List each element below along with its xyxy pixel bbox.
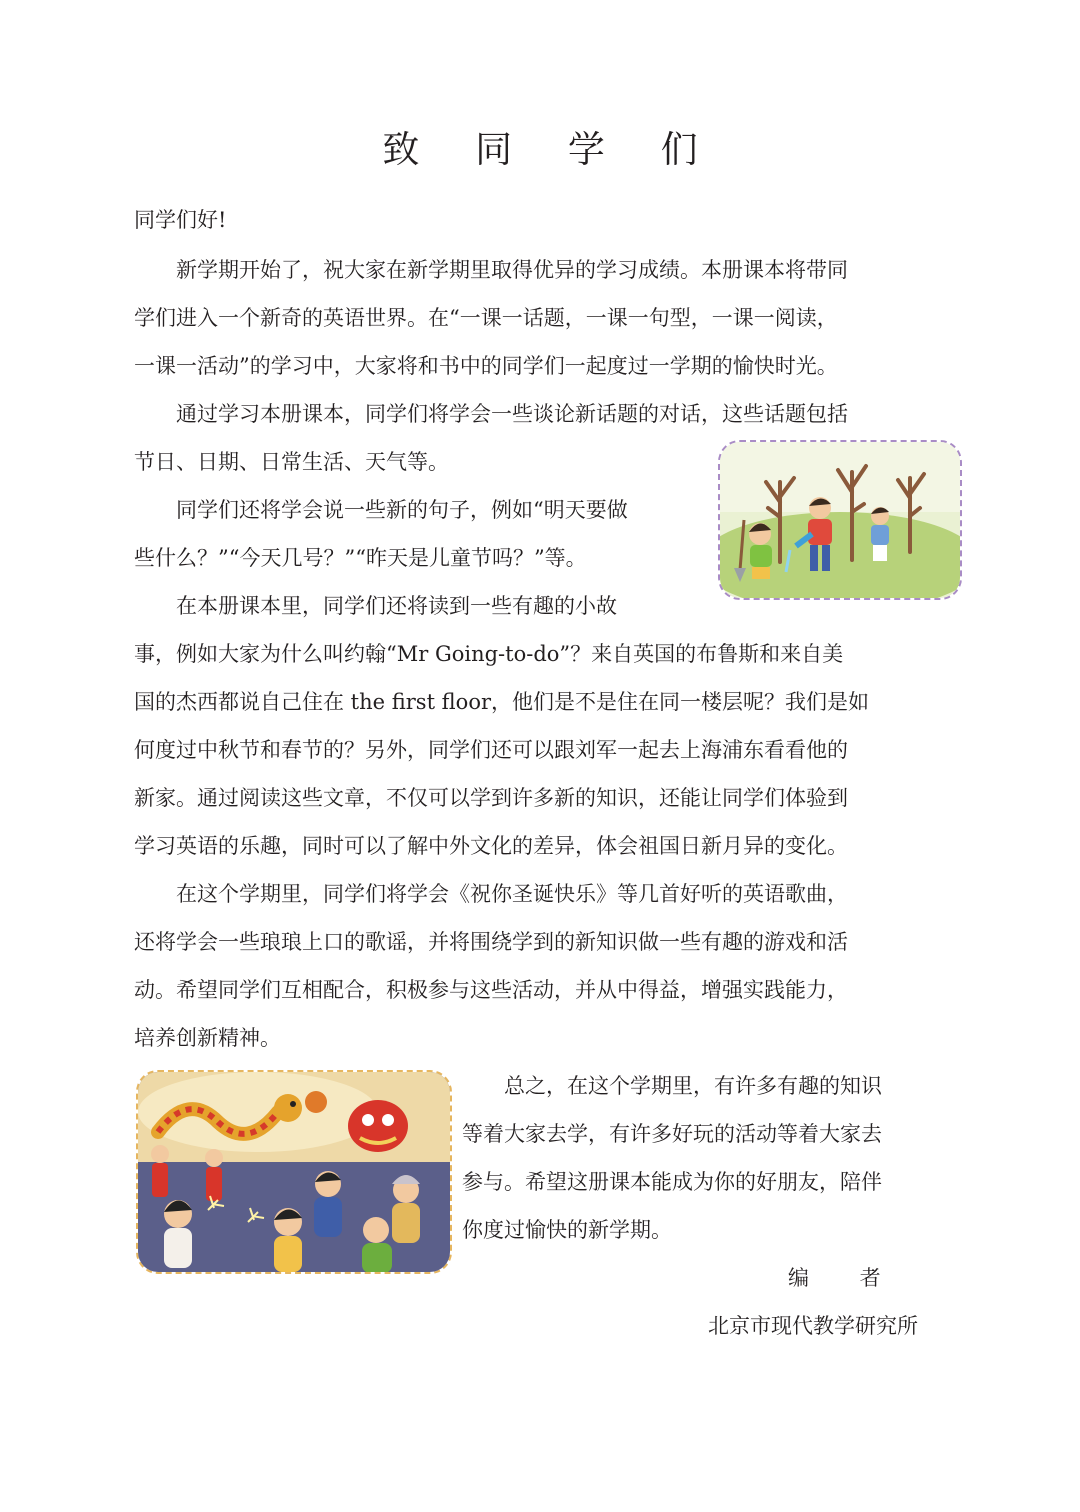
children-planting-trees-illustration	[718, 440, 962, 600]
text-line: 动。希望同学们互相配合，积极参与这些活动，并从中得益，增强实践能力，	[134, 978, 848, 1002]
paragraph-stories	[134, 582, 948, 870]
text-line: 学们进入一个新奇的英语世界。在“一课一话题，一课一句型，一课一阅读，	[134, 306, 838, 330]
text-line: 等着大家去学，有许多好玩的活动等着大家去	[462, 1122, 882, 1146]
text-line: 还将学会一些琅琅上口的歌谣，并将围绕学到的新知识做一些有趣的游戏和活	[134, 930, 848, 954]
text-line: 新家。通过阅读这些文章，不仅可以学到许多新的知识，还能让同学们体验到	[134, 786, 848, 810]
paragraph-closing	[462, 1062, 950, 1254]
festival-scene-icon	[138, 1072, 450, 1272]
signature-role: 编 者	[788, 1266, 903, 1290]
dragon-lion-dance-festival-illustration	[136, 1070, 452, 1274]
text-line: 事，例如大家为什么叫约翰“Mr Going-to-do”？来自英国的布鲁斯和来自美	[134, 642, 844, 666]
paragraph-intro	[134, 246, 948, 390]
text-line: 通过学习本册课本，同学们将学会一些谈论新话题的对话，这些话题包括	[176, 402, 848, 426]
text-line: 在这个学期里，同学们将学会《祝你圣诞快乐》等几首好听的英语歌曲，	[176, 882, 848, 906]
text-line: 国的杰西都说自己住在 the first floor，他们是不是住在同一楼层呢？我们是如	[134, 690, 870, 714]
planting-scene-icon	[720, 442, 960, 598]
text-line: 节日、日期、日常生活、天气等。	[134, 450, 449, 474]
text-line: 些什么？”“今天几号？”“昨天是儿童节吗？”等。	[134, 546, 587, 570]
page-title: 致 同 学 们	[382, 128, 720, 171]
greeting: 同学们好!	[134, 208, 227, 232]
text-line: 新学期开始了，祝大家在新学期里取得优异的学习成绩。本册课本将带同	[176, 258, 848, 282]
text-line: 参与。希望这册课本能成为你的好朋友，陪伴	[462, 1170, 882, 1194]
text-line: 在本册课本里，同学们还将读到一些有趣的小故	[176, 594, 617, 618]
text-line: 何度过中秋节和春节的？另外，同学们还可以跟刘军一起去上海浦东看看他的	[134, 738, 848, 762]
signature-organization: 北京市现代教学研究所	[708, 1314, 918, 1338]
text-line: 同学们还将学会说一些新的句子，例如“明天要做	[176, 498, 628, 522]
text-line: 一课一活动”的学习中，大家将和书中的同学们一起度过一学期的愉快时光。	[134, 354, 838, 378]
paragraph-songs	[134, 870, 948, 1062]
text-line: 学习英语的乐趣，同时可以了解中外文化的差异，体会祖国日新月异的变化。	[134, 834, 848, 858]
text-line: 你度过愉快的新学期。	[462, 1218, 672, 1242]
text-line: 总之，在这个学期里，有许多有趣的知识	[504, 1074, 882, 1098]
text-line: 培养创新精神。	[134, 1026, 281, 1050]
